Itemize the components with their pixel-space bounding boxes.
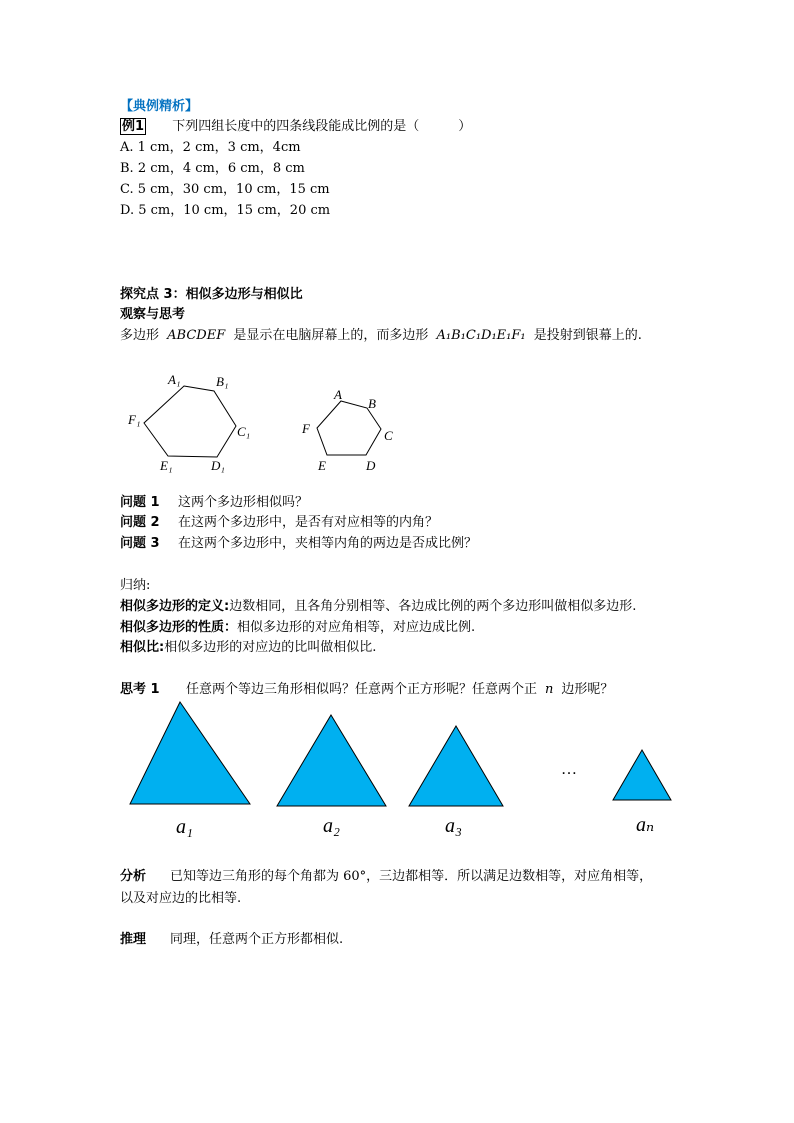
summary-definition [120,599,636,615]
example-question-line [120,119,471,135]
pent-label-d: D [366,458,376,473]
example-question: 下列四组长度中的四条线段能成比例的是（ ） [172,119,472,134]
hexagon-shape [144,386,236,457]
question-2-label: 问题 2 [120,515,160,530]
label-a3: a₃ [445,815,462,837]
example-header: 【典例精析】 [120,99,199,114]
question-3-label: 问题 3 [120,536,160,551]
section-subtitle: 观察与思考 [120,307,186,322]
triangle-2 [277,715,386,806]
reasoning-text: 同理，任意两个正方形都相似. [170,932,344,947]
reasoning-label: 推理 [120,932,147,947]
section-title: 探究点 3：相似多边形与相似比 [120,287,303,302]
intro-poly2: A₁B₁C₁D₁E₁F₁ [436,328,526,343]
intro-suffix: 是投射到银幕上的. [533,328,642,343]
hex-label-d1: D₁ [211,458,225,473]
question-2 [120,515,438,531]
label-a2: a₂ [323,815,340,837]
analysis-line2: 以及对应边的比相等. [120,891,242,906]
label-an: aₙ [636,814,655,836]
pent-label-f: F [302,421,310,436]
question-2-text: 在这两个多边形中，是否有对应相等的内角？ [178,515,439,530]
think-n: n [545,682,554,697]
hex-label-c1: C₁ [237,424,251,439]
option-c: C. 5 cm，30 cm，10 cm，15 cm [120,182,330,197]
summary-property [120,620,475,636]
option-d: D. 5 cm，10 cm，15 cm，20 cm [120,203,331,218]
property-text: 相似多边形的对应角相等，对应边成比例. [237,620,476,635]
ratio-label: 相似比: [120,640,165,655]
question-3 [120,536,477,552]
question-1-label: 问题 1 [120,495,160,510]
pent-label-b: B [368,396,376,411]
polygons-figure [110,360,430,485]
intro-mid: 是显示在电脑屏幕上的，而多边形 [233,328,429,343]
definition-text: 边数相同，且各角分别相等、各边成比例的两个多边形叫做相似多边形. [229,599,637,614]
reasoning [120,932,343,948]
definition-label: 相似多边形的定义: [120,599,230,614]
pent-label-c: C [384,428,393,443]
pent-label-e: E [318,458,326,473]
intro-prefix: 多边形 [120,328,160,343]
question-1-text: 这两个多边形相似吗？ [178,495,309,510]
hex-label-b1: B₁ [216,374,229,389]
option-b: B. 2 cm，4 cm，6 cm，8 cm [120,161,305,176]
option-a: A. 1 cm，2 cm，3 cm，4cm [120,140,301,155]
think-text-after: 边形呢？ [561,682,614,697]
pent-label-a: A [334,387,342,402]
summary-title: 归纳: [120,578,151,593]
hex-label-a1: A₁ [168,372,181,387]
triangles-figure [110,695,690,845]
intro-poly1: ABCDEF [167,328,226,343]
section-intro [120,328,642,344]
ratio-text: 相似多边形的对应边的比叫做相似比. [164,640,377,655]
ellipsis: … [561,761,577,778]
example-label: 例1 [122,119,145,134]
think-label: 思考 1 [120,682,160,697]
label-a1: a₁ [176,816,193,838]
triangle-n [613,750,671,800]
think-text-before: 任意两个等边三角形相似吗？任意两个正方形呢？任意两个正 [186,682,538,697]
hex-label-f1: F₁ [128,412,141,427]
question-3-text: 在这两个多边形中，夹相等内角的两边是否成比例？ [178,536,478,551]
analysis-text1: 已知等边三角形的每个角都为 60°，三边都相等．所以满足边数相等，对应角相等， [170,869,653,884]
analysis-label: 分析 [120,869,147,884]
property-label: 相似多边形的性质： [120,620,238,635]
hex-label-e1: E₁ [160,458,173,473]
triangle-3 [409,726,503,806]
summary-ratio [120,640,376,656]
question-1 [120,495,308,511]
analysis-line1 [120,869,652,885]
triangle-1 [130,702,250,804]
